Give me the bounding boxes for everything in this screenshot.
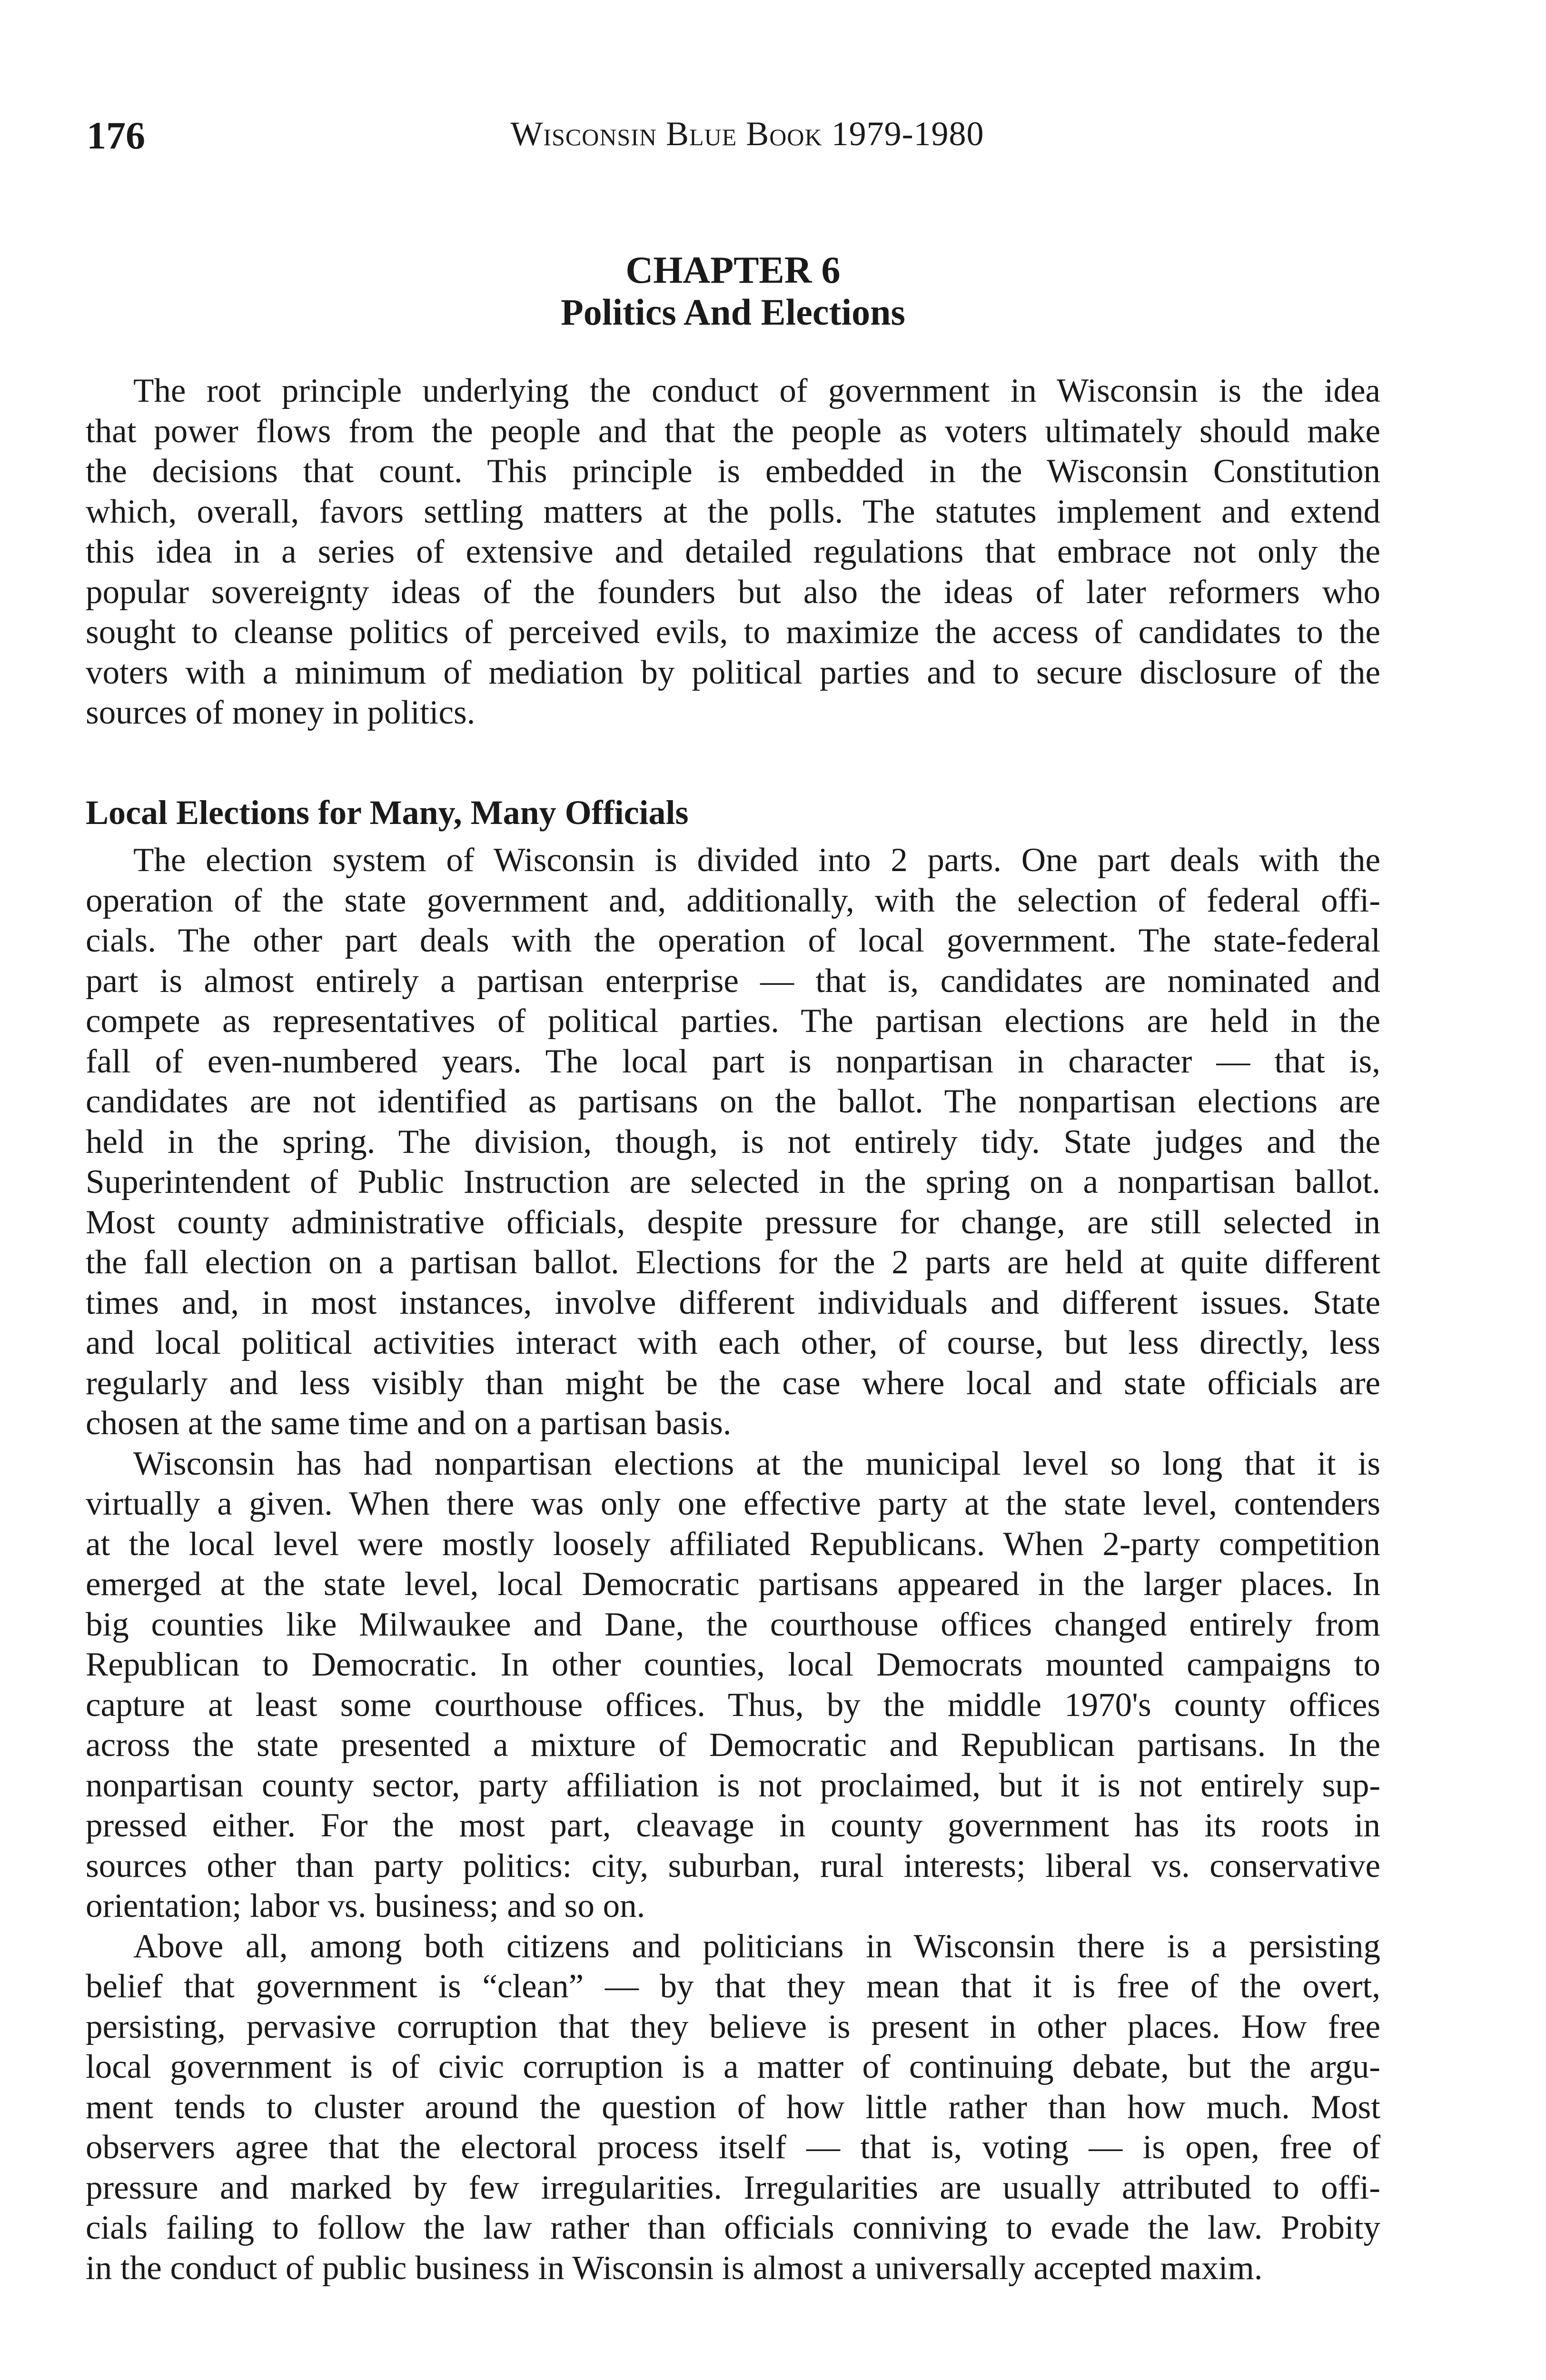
- text-line: times and, in most instances, involve different individuals and different issues. State: [86, 1284, 1380, 1321]
- text-line: popular sovereignty ideas of the founders but also the ideas of later reformers who: [86, 573, 1380, 611]
- text-line: The election system of Wisconsin is divided into 2 parts. One part deals with the: [133, 842, 1380, 879]
- text-line: capture at least some courthouse offices. Thus, by the middle 1970's county offices: [86, 1686, 1380, 1724]
- text-line: Most county administrative officials, despite pressure for change, are still selected in: [86, 1203, 1380, 1241]
- text-line: The root principle underlying the conduct of government in Wisconsin is the idea: [133, 372, 1380, 409]
- text-line: candidates are not identified as partisans on the ballot. The nonpartisan elections are: [86, 1083, 1380, 1120]
- text-line: voters with a minimum of mediation by political parties and to secure disclosure of the: [86, 654, 1380, 691]
- page-number: 176: [87, 114, 145, 157]
- text-line: at the local level were mostly loosely affiliated Republicans. When 2-party competition: [86, 1525, 1380, 1563]
- text-line: that power flows from the people and that the people as voters ultimately should make: [86, 412, 1380, 450]
- text-line: belief that government is “clean” — by that they mean that it is free of the overt,: [86, 1968, 1380, 2005]
- text-line: and local political activities interact with each other, of course, but less directly, less: [86, 1324, 1380, 1361]
- text-line: compete as representatives of political parties. The partisan elections are held in the: [86, 1002, 1380, 1040]
- text-line: the fall election on a partisan ballot. Elections for the 2 parts are held at quite different: [86, 1244, 1380, 1281]
- text-line: cials. The other part deals with the operation of local government. The state-federal: [86, 922, 1380, 959]
- text-line: Superintendent of Public Instruction are selected in the spring on a nonpartisan ballot.: [86, 1163, 1380, 1200]
- text-line: held in the spring. The division, though, is not entirely tidy. State judges and the: [86, 1123, 1380, 1160]
- text-line: persisting, pervasive corruption that they believe is present in other places. How free: [86, 2008, 1380, 2045]
- paragraph: [86, 1444, 1380, 1926]
- text-line: Above all, among both citizens and politicians in Wisconsin there is a persisting: [133, 1927, 1380, 1965]
- text-line: cials failing to follow the law rather than officials conniving to evade the law. Probity: [86, 2209, 1380, 2246]
- text-line: virtually a given. When there was only one effective party at the state level, contenders: [86, 1485, 1380, 1522]
- chapter-title: Politics And Elections: [561, 291, 905, 333]
- text-line: in the conduct of public business in Wisconsin is almost a universally accepted maxim.: [86, 2249, 1263, 2287]
- text-line: observers agree that the electoral process itself — that is, voting — is open, free of: [86, 2129, 1380, 2166]
- text-line: Republican to Democratic. In other counties, local Democrats mounted campaigns to: [86, 1646, 1380, 1683]
- text-line: across the state presented a mixture of Democratic and Republican partisans. In the: [86, 1726, 1380, 1764]
- text-line: sought to cleanse politics of perceived evils, to maximize the access of candidates to the: [86, 614, 1380, 651]
- text-line: pressure and marked by few irregularities. Irregularities are usually attributed to offi-: [86, 2169, 1380, 2206]
- text-line: fall of even-numbered years. The local part is nonpartisan in character — that is,: [86, 1042, 1380, 1080]
- text-line: sources of money in politics.: [86, 694, 476, 731]
- text-line: local government is of civic corruption is a matter of continuing debate, but the argu-: [86, 2048, 1380, 2085]
- text-line: pressed either. For the most part, cleavage in county government has its roots in: [86, 1807, 1380, 1844]
- text-line: this idea in a series of extensive and detailed regulations that embrace not only the: [86, 533, 1380, 570]
- running-head: Wisconsin Blue Book 1979-1980: [510, 115, 984, 153]
- page-header: [86, 112, 1380, 158]
- paragraph: [86, 1926, 1380, 2289]
- paragraph: [86, 840, 1380, 1444]
- text-line: nonpartisan county sector, party affiliation is not proclaimed, but it is not entirely sup-: [86, 1766, 1380, 1804]
- text-line: operation of the state government and, additionally, with the selection of federal offi-: [86, 882, 1380, 919]
- text-line: orientation; labor vs. business; and so on.: [86, 1887, 645, 1924]
- text-line: regularly and less visibly than might be the case where local and state officials are: [86, 1364, 1380, 1402]
- chapter-number: CHAPTER 6: [625, 249, 841, 291]
- text-line: chosen at the same time and on a partisan basis.: [86, 1405, 732, 1442]
- text-line: the decisions that count. This principle is embedded in the Wisconsin Constitution: [86, 453, 1380, 490]
- text-line: which, overall, favors settling matters at the polls. The statutes implement and extend: [86, 493, 1380, 530]
- section-body: [86, 840, 1380, 2288]
- section-heading: Local Elections for Many, Many Officials: [86, 793, 689, 832]
- text-line: emerged at the state level, local Democratic partisans appeared in the larger places. In: [86, 1566, 1380, 1603]
- text-line: ment tends to cluster around the question of how little rather than how much. Most: [86, 2088, 1380, 2126]
- intro-paragraph: [86, 371, 1380, 733]
- text-line: sources other than party politics: city, suburban, rural interests; liberal vs. conservative: [86, 1847, 1380, 1884]
- paragraph: [86, 371, 1380, 733]
- text-line: Wisconsin has had nonpartisan elections at the municipal level so long that it is: [133, 1445, 1380, 1482]
- text-line: part is almost entirely a partisan enterprise — that is, candidates are nominated and: [86, 962, 1380, 1000]
- text-line: big counties like Milwaukee and Dane, the courthouse offices changed entirely from: [86, 1606, 1380, 1643]
